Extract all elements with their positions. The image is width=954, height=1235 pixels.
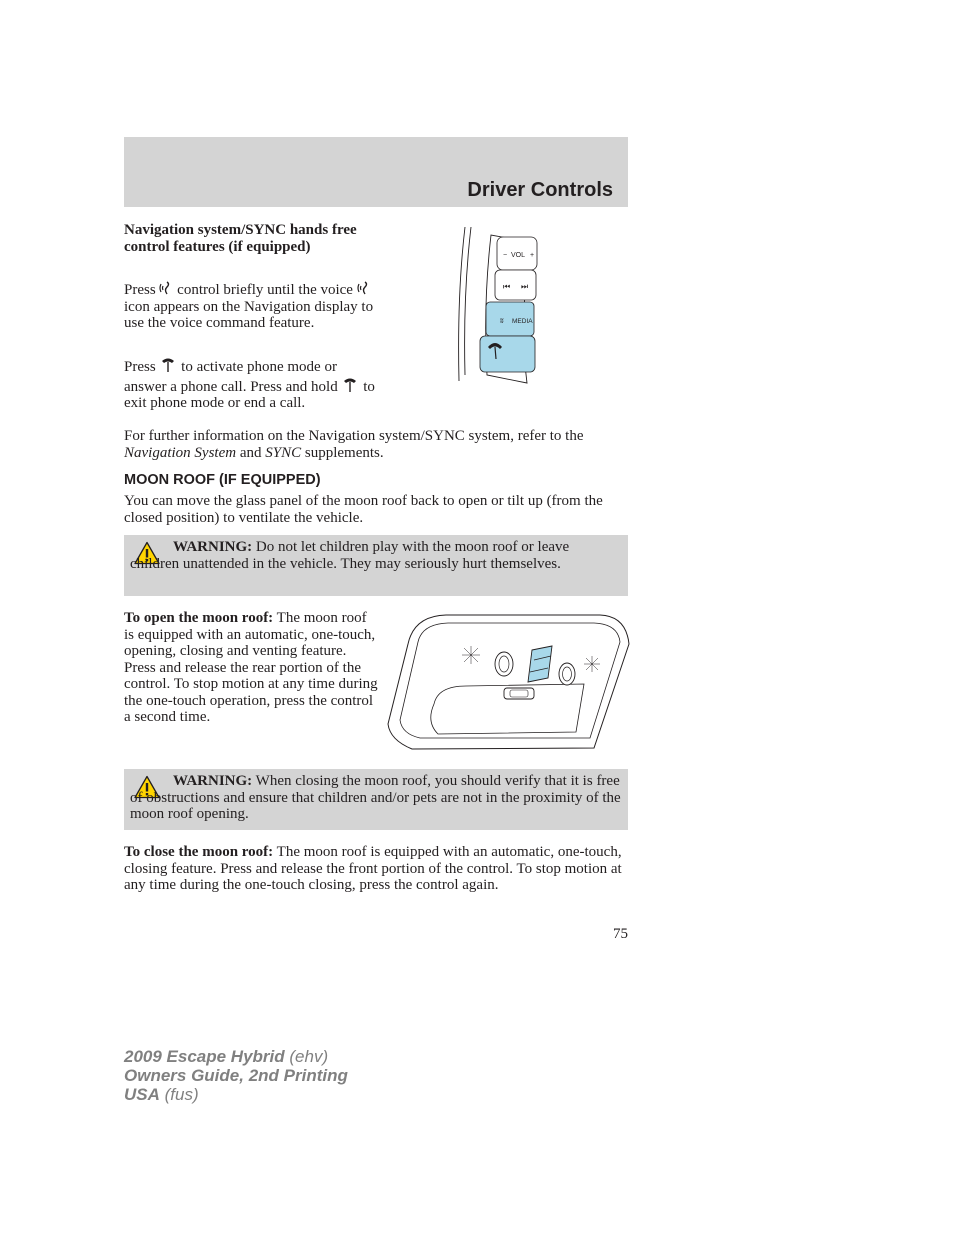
page-number: 75 <box>613 926 628 942</box>
vol-minus: − <box>503 252 508 259</box>
right-map-light-icon <box>584 656 600 672</box>
voice-icon <box>357 279 371 297</box>
warning-1-body: Do not let children play with the moon roof or leave children unattended in the vehicle. They may seriously hurt themselves. <box>130 539 570 572</box>
phone-icon <box>341 376 359 394</box>
phone-icon <box>159 356 177 374</box>
seek-back-icon: ⏮ <box>503 282 511 291</box>
nav-p2-press: Press <box>124 359 156 375</box>
footer-line-2 <box>124 1066 348 1085</box>
nav-p3-navigation-system: Navigation System <box>124 444 237 461</box>
nav-p3-and: and <box>239 444 262 461</box>
left-map-light-icon <box>462 646 480 664</box>
garage-door-opener-button <box>504 688 534 699</box>
close-moon-roof-label: To close the moon roof: <box>124 844 274 860</box>
phone-button <box>480 336 535 372</box>
voice-icon: ʬ <box>500 317 504 325</box>
warning-box-1 <box>124 535 628 596</box>
moon-roof-heading: MOON ROOF (IF EQUIPPED) <box>124 472 321 488</box>
nav-p1-rest: icon appears on the Navigation display to use the voice command feature. <box>124 298 374 331</box>
nav-p1-text: control briefly until the <box>177 282 317 298</box>
footer-line-3 <box>124 1085 348 1104</box>
footer-market-code: (fus) <box>164 1085 199 1104</box>
close-moon-roof-paragraph <box>124 844 628 894</box>
right-light-switch <box>559 663 575 685</box>
footer-market: USA <box>124 1085 160 1104</box>
nav-paragraph-2 <box>124 356 379 412</box>
footer-imprint <box>124 1047 348 1104</box>
nav-p3-text: For further information on the Navigation system/SYNC system, refer to the <box>124 428 584 444</box>
media-label: MEDIA <box>512 318 533 325</box>
nav-p2-rest: to exit phone mode or end a call. <box>124 378 375 411</box>
open-moon-roof-text: The moon roof is equipped with an automatic, one-touch, opening, closing and venting feature. Press and release the rear portion of the control. To stop motion at any time during the one-touch operation, press the control a second time. <box>124 610 378 725</box>
warning-2-label: WARNING: <box>173 773 253 789</box>
page-title: Driver Controls <box>467 179 613 201</box>
moon-roof-intro: You can move the glass panel of the moon roof back to open or tilt up (from the closed position) to ventilate the vehicle. <box>124 493 603 526</box>
moon-roof-console-figure <box>386 612 632 752</box>
footer-model-code: (ehv) <box>289 1047 329 1066</box>
footer-line-1 <box>124 1047 348 1066</box>
seek-buttons <box>495 270 536 300</box>
nav-p3-sync: SYNC <box>265 444 302 461</box>
warning-2-text <box>130 773 622 823</box>
header-band <box>124 137 628 207</box>
open-moon-roof-label: To open the moon roof: <box>124 610 274 626</box>
voice-icon <box>159 279 173 297</box>
nav-sync-heading: Navigation system/SYNC hands free control features (if equipped) <box>124 222 357 255</box>
warning-box-2 <box>124 769 628 830</box>
nav-p2-text: to activate phone mode or answer a phone call. Press and hold <box>124 359 338 395</box>
vol-label: VOL <box>511 252 526 259</box>
nav-p1-voice: voice <box>320 282 353 298</box>
nav-paragraph-3 <box>124 428 628 461</box>
warning-1-text <box>130 539 622 572</box>
steering-wheel-controls-figure <box>455 225 545 385</box>
nav-p3-end: supplements. <box>304 444 384 461</box>
footer-model: 2009 Escape Hybrid <box>124 1047 285 1066</box>
open-moon-roof-paragraph <box>124 610 379 726</box>
moon-roof-control-switch <box>528 646 552 682</box>
nav-paragraph-1 <box>124 279 374 332</box>
close-moon-roof-text: The moon roof is equipped with an automatic, one-touch, closing feature. Press and release the front portion of the control. To stop motion at any time during the one-touch closing, press the control again. <box>124 844 622 893</box>
vol-plus: + <box>530 252 535 259</box>
seek-forward-icon: ⏭ <box>521 282 529 291</box>
warning-2-body: When closing the moon roof, you should verify that it is free of obstructions and ensure that children and/or pets are not in the proximity of the moon roof opening. <box>130 773 621 822</box>
warning-1-label: WARNING: <box>173 539 253 555</box>
footer-printing: Owners Guide, 2nd Printing <box>124 1066 348 1085</box>
nav-p1-press: Press <box>124 282 156 298</box>
left-light-switch <box>495 652 513 676</box>
